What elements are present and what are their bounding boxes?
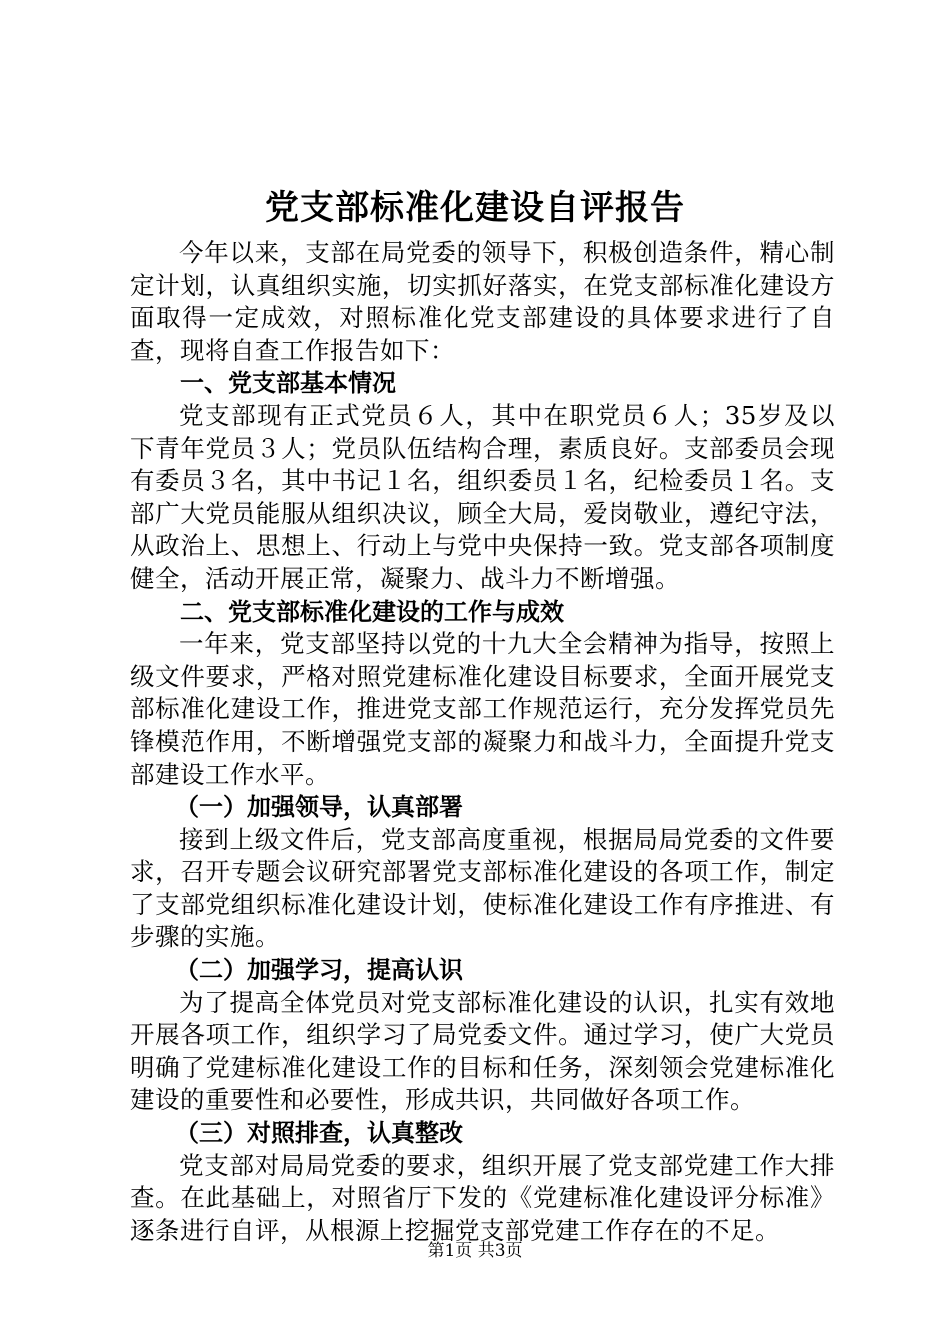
page-number-footer: 第1页 共3页 — [427, 1241, 523, 1261]
section-paragraph-basic-info: 党支部现有正式党员６人，其中在职党员６人；35岁及以下青年党员３人；党员队伍结构合理，素质良好。支部委员会现有委员３名，其中书记１名，组织委员１名，纪检委员１名。支部广大党员能服从组织决议，顾全大局，爱岗敬业，遵纪守法，从政治上、思想上、行动上与党中央保持一致。党支部各项制度健全，活动开展正常，凝聚力、战斗力不断增强。 — [130, 400, 835, 593]
subsection-paragraph-study: 为了提高全体党员对党支部标准化建设的认识，扎实有效地开展各项工作，组织学习了局党委文件。通过学习，使广大党员明确了党建标准化建设工作的目标和任务，深刻领会党建标准化建设的重要性和必要性，形成共识，共同做好各项工作。 — [130, 987, 835, 1115]
subsection-heading-study: （二）加强学习，提高认识 — [175, 956, 463, 985]
section-heading-basic-info: 一、党支部基本情况 — [180, 369, 396, 398]
intro-paragraph: 今年以来，支部在局党委的领导下，积极创造条件，精心制定计划，认真组织实施，切实抓好落实，在党支部标准化建设方面取得一定成效，对照标准化党支部建设的具体要求进行了自查，现将自查工作报告如下： — [130, 238, 835, 365]
document-title: 党支部标准化建设自评报告 — [265, 188, 685, 228]
subsection-heading-rectification: （三）对照排查，认真整改 — [175, 1119, 463, 1148]
subsection-paragraph-leadership: 接到上级文件后，党支部高度重视，根据局局党委的文件要求，召开专题会议研究部署党支部标准化建设的各项工作，制定了支部党组织标准化建设计划，使标准化建设工作有序推进、有步骤的实施。 — [130, 824, 835, 952]
section-paragraph-work-results: 一年来，党支部坚持以党的十九大全会精神为指导，按照上级文件要求，严格对照党建标准化建设目标要求，全面开展党支部标准化建设工作，推进党支部工作规范运行，充分发挥党员先锋模范作用，不断增强党支部的凝聚力和战斗力，全面提升党支部建设工作水平。 — [130, 629, 835, 789]
subsection-paragraph-rectification: 党支部对局局党委的要求，组织开展了党支部党建工作大排查。在此基础上，对照省厅下发的《党建标准化建设评分标准》逐条进行自评，从根源上挖掘党支部党建工作存在的不足。 — [130, 1150, 835, 1245]
subsection-heading-leadership: （一）加强领导，认真部署 — [175, 793, 463, 822]
section-heading-work-results: 二、党支部标准化建设的工作与成效 — [180, 597, 564, 626]
document-body — [130, 237, 835, 1247]
